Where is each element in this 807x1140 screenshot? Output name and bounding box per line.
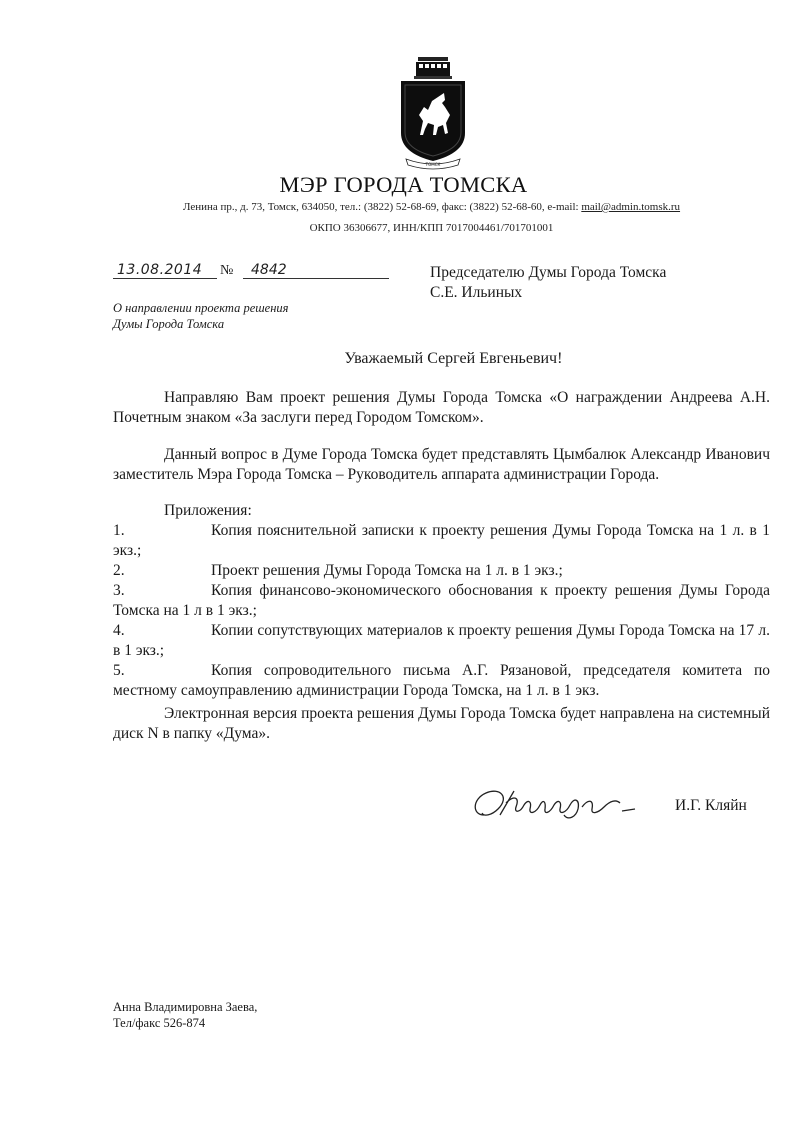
paragraph-2 [113,445,770,485]
email-link[interactable]: mail@admin.tomsk.ru [581,201,681,213]
item-text: Проект решения Думы Города Томска на 1 л. в 1 экз.; [211,562,563,579]
list-item [113,621,770,661]
registration-codes: ОКПО 36306677, ИНН/КПП 7017004461/701701001 [309,222,554,234]
recipient-block [430,263,666,303]
number-label: № [220,263,234,278]
item-text: Копии сопутствующих материалов к проекту решения Думы Города Томска на 17 л. в 1 экз.; [113,622,770,659]
registration-line [113,262,383,282]
address-line [0,201,807,213]
document-title: МЭР ГОРОДА ТОМСКА [279,172,528,197]
item-text: Копия финансово-экономического обоснования к проекту решения Думы Города Томска на 1 л в 1 экз.; [113,582,770,619]
paragraph-text: Электронная версия проекта решения Думы Города Томска будет направлена на системный диск N в папку «Дума». [113,705,770,742]
svg-text:ТОМСК: ТОМСК [425,162,441,167]
executor-block [113,999,257,1031]
list-item [113,581,770,621]
item-text: Копия сопроводительного письма А.Г. Рязановой, председателя комитета по местному самоуправлению администрации Города Томска, на 1 л. в 1 экз. [113,662,770,699]
list-item [113,521,770,561]
item-number: 5. [113,662,125,679]
item-number: 3. [113,582,125,599]
item-number: 1. [113,522,125,539]
handwritten-signature [470,785,675,825]
item-number: 2. [113,562,125,579]
executor-phone: Тел/факс 526-874 [113,1016,206,1030]
subject-line-2: Думы Города Томска [113,316,225,331]
signer-name: И.Г. Кляйн [675,797,747,814]
closing-paragraph [113,704,770,744]
paragraph-1 [113,388,770,428]
executor-name: Анна Владимировна Заева, [113,1000,258,1014]
recipient-title: Председателю Думы Города Томска [430,264,667,281]
subject-line-1: О направлении проекта решения [113,301,289,315]
list-item [113,661,770,701]
subject-block [113,301,289,332]
coat-of-arms-icon [398,55,468,173]
item-number: 4. [113,622,125,639]
greeting: Уважаемый Сергей Евгеньевич! [344,350,563,367]
address-text: Ленина пр., д. 73, Томск, 634050, тел.: (3822) 52-68-69, факс: (3822) 52-68-60, e-mail: [182,201,582,213]
item-text: Копия пояснительной записки к проекту решения Думы Города Томска на 1 л. в 1 экз.; [113,522,770,559]
registration-date: 13.08.2014 [113,262,217,279]
list-item [113,561,770,581]
paragraph-text: Данный вопрос в Думе Города Томска будет представлять Цымбалюк Александр Иванович заместитель Мэра Города Томска – Руководитель аппарата администрации Города. [113,446,770,483]
paragraph-text: Направляю Вам проект решения Думы Города Томска «О награждении Андреева А.Н. Почетным знаком «За заслуги перед Городом Томском». [113,389,770,426]
attachments-list [113,501,770,701]
recipient-name: С.Е. Ильиных [430,284,523,301]
attachments-heading: Приложения: [164,502,252,519]
registration-number: 4842 [243,262,389,279]
